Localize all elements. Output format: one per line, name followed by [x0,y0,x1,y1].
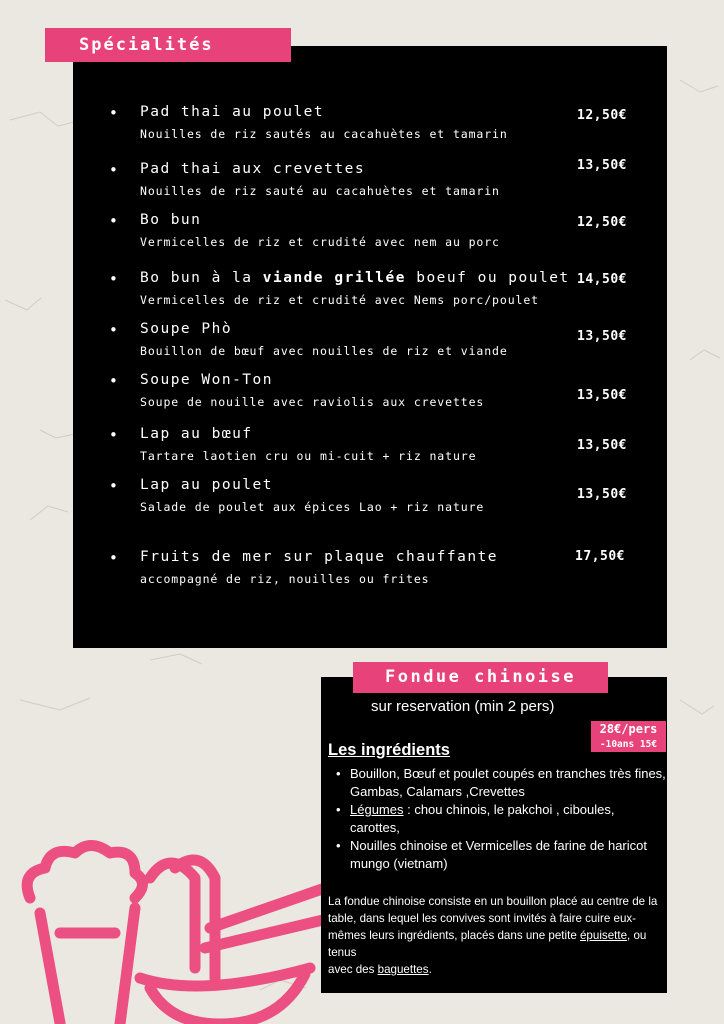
item-desc: Vermicelles de riz et crudité avec nem au porc [140,235,500,249]
item-desc: Bouillon de bœuf avec nouilles de riz et viande [140,344,508,358]
epuisette-link[interactable]: épuisette [579,929,628,942]
bullet-icon: • [109,161,118,179]
item-desc: Salade de poulet aux épices Lao + riz nature [140,500,485,514]
item-desc: Vermicelles de riz et crudité avec Nems porc/poulet [140,293,540,307]
bullet-icon: • [109,270,118,288]
item-price: 14,50€ [577,272,627,287]
item-name: Pad thai au poulet [140,104,325,120]
fondue-reservation: sur reservation (min 2 pers) [371,698,555,715]
ingredients-list [332,765,666,873]
item-price: 13,50€ [577,158,627,173]
item-name: Bo bun à la viande grillée boeuf ou poulet [140,270,570,286]
fondue-price-badge [591,721,666,752]
item-price: 12,50€ [577,215,627,230]
price-adult: 28€/pers [599,722,658,736]
beer-and-noodle-bowl-icon [0,838,330,1024]
item-name: Soupe Phò [140,321,233,337]
item-name: Soupe Won-Ton [140,372,273,388]
baguettes-link[interactable]: baguettes [377,963,429,976]
item-price: 13,50€ [577,487,627,502]
list-item: • Légumes : chou chinois, le pakchoi , ciboules, carottes, [332,801,666,837]
item-price: 17,50€ [575,549,625,564]
bullet-icon: • [109,477,118,495]
item-price: 13,50€ [577,438,627,453]
item-price: 13,50€ [577,329,627,344]
item-desc: Nouilles de riz sauté au cacahuètes et tamarin [140,184,500,198]
item-name: Lap au poulet [140,477,273,493]
bullet-icon: • [109,321,118,339]
bullet-icon: • [109,372,118,390]
item-price: 13,50€ [577,388,627,403]
price-child: -10ans 15€ [599,739,658,750]
item-name: Bo bun [140,212,202,228]
fondue-description: La fondue chinoise consiste en un bouillon placé au centre de la table, dans lequel les convives sont invités à faire cuire eux-mêmes leurs ingrédients, placés dans une petite épuisette, ou tenus avec des baguettes. [328,895,658,976]
item-desc: accompagné de riz, nouilles ou frites [140,572,430,586]
specialites-title: Spécialités [45,28,291,62]
bullet-icon: • [109,549,118,567]
menu-list [73,46,667,648]
list-item: • Nouilles chinoise et Vermicelles de farine de haricot mungo (vietnam) [332,837,666,873]
item-price: 12,50€ [577,108,627,123]
item-name: Lap au bœuf [140,426,253,442]
item-desc: Nouilles de riz sautés au cacahuètes et tamarin [140,127,508,141]
item-name: Pad thai aux crevettes [140,161,366,177]
list-item: • Bouillon, Bœuf et poulet coupés en tranches très fines, Gambas, Calamars ,Crevettes [332,765,666,801]
fondue-title: Fondue chinoise [353,662,608,693]
bullet-icon: • [109,212,118,230]
item-desc: Soupe de nouille avec raviolis aux crevettes [140,395,485,409]
bullet-icon: • [109,104,118,122]
bullet-icon: • [109,426,118,444]
item-name: Fruits de mer sur plaque chauffante [140,549,499,565]
item-desc: Tartare laotien cru ou mi-cuit + riz nature [140,449,477,463]
ingredients-title: Les ingrédients [328,741,450,759]
